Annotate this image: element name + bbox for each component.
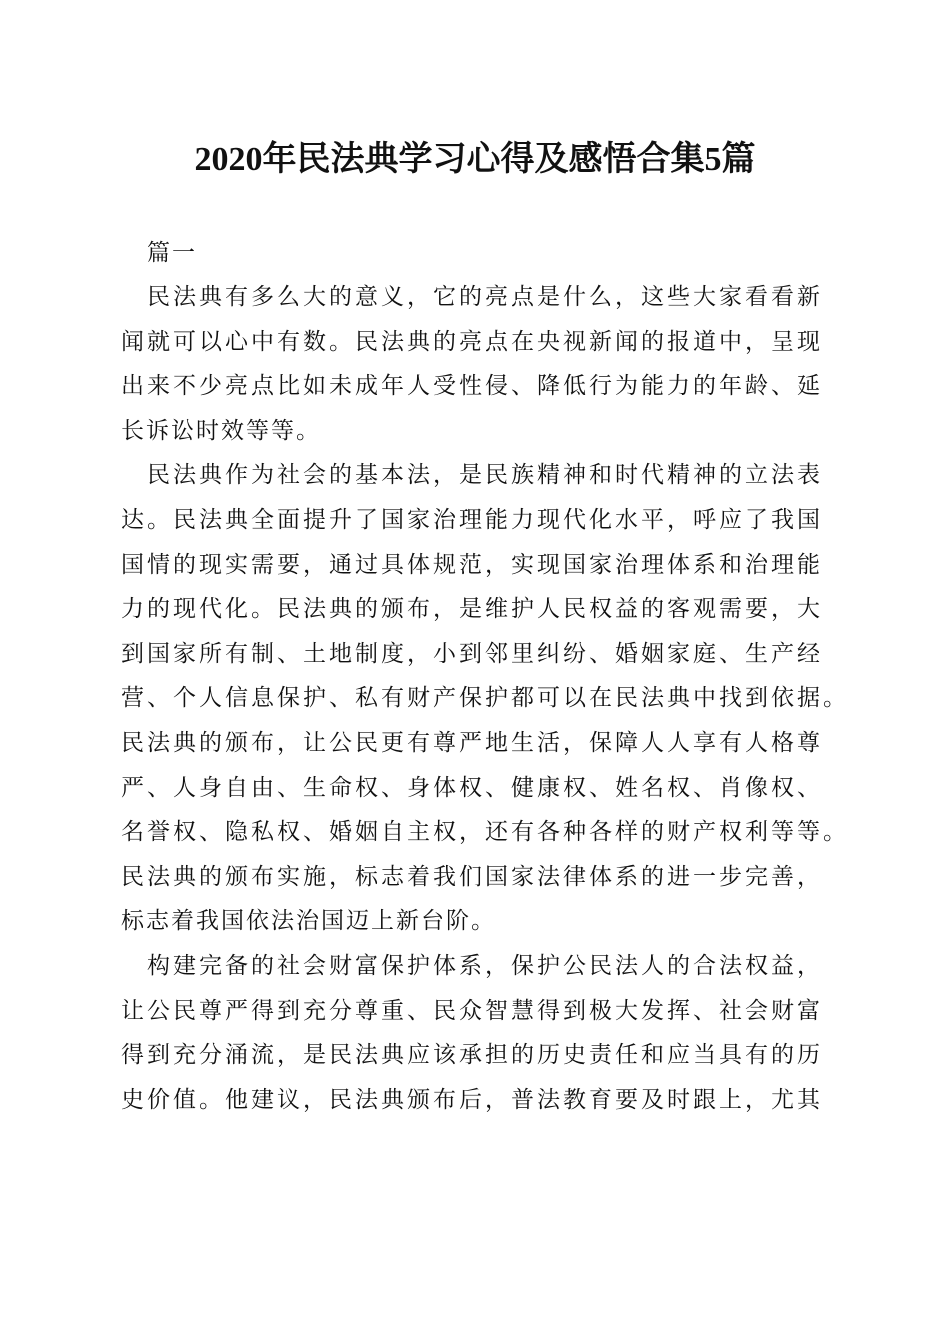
paragraph-line: 民法典的颁布实施，标志着我们国家法律体系的进一步完善， [121, 864, 820, 890]
paragraph-line: 达。民法典全面提升了国家治理能力现代化水平，呼应了我国 [121, 507, 820, 533]
paragraph-line: 标志着我国依法治国迈上新台阶。 [121, 908, 496, 934]
section-heading: 篇一 [147, 240, 197, 266]
paragraph-line: 让公民尊严得到充分尊重、民众智慧得到极大发挥、社会财富 [121, 998, 820, 1024]
paragraph-line: 力的现代化。民法典的颁布，是维护人民权益的客观需要，大 [121, 596, 820, 622]
paragraph-line: 史价值。他建议，民法典颁布后，普法教育要及时跟上，尤其 [121, 1087, 820, 1113]
paragraph-line: 闻就可以心中有数。民法典的亮点在央视新闻的报道中，呈现 [121, 329, 820, 355]
paragraph-line: 民法典的颁布，让公民更有尊严地生活，保障人人享有人格尊 [121, 730, 820, 756]
paragraph-line: 得到充分涌流，是民法典应该承担的历史责任和应当具有的历 [121, 1042, 820, 1068]
paragraph-line: 出来不少亮点比如未成年人受性侵、降低行为能力的年龄、延 [121, 373, 820, 399]
paragraph-line: 营、个人信息保护、私有财产保护都可以在民法典中找到依据。 [121, 685, 846, 711]
paragraph-line: 民法典有多么大的意义，它的亮点是什么，这些大家看看新 [147, 284, 820, 310]
document-title: 2020年民法典学习心得及感悟合集5篇 [194, 141, 756, 178]
paragraph-line: 构建完备的社会财富保护体系，保护公民法人的合法权益， [147, 953, 820, 979]
paragraph-line: 严、人身自由、生命权、身体权、健康权、姓名权、肖像权、 [121, 775, 820, 801]
paragraph-line: 名誉权、隐私权、婚姻自主权，还有各种各样的财产权利等等。 [121, 819, 846, 845]
paragraph-line: 国情的现实需要，通过具体规范，实现国家治理体系和治理能 [121, 552, 820, 578]
paragraph-line: 长诉讼时效等等。 [121, 418, 321, 444]
paragraph-line: 民法典作为社会的基本法，是民族精神和时代精神的立法表 [147, 462, 820, 488]
paragraph-line: 到国家所有制、土地制度，小到邻里纠纷、婚姻家庭、生产经 [121, 641, 820, 667]
